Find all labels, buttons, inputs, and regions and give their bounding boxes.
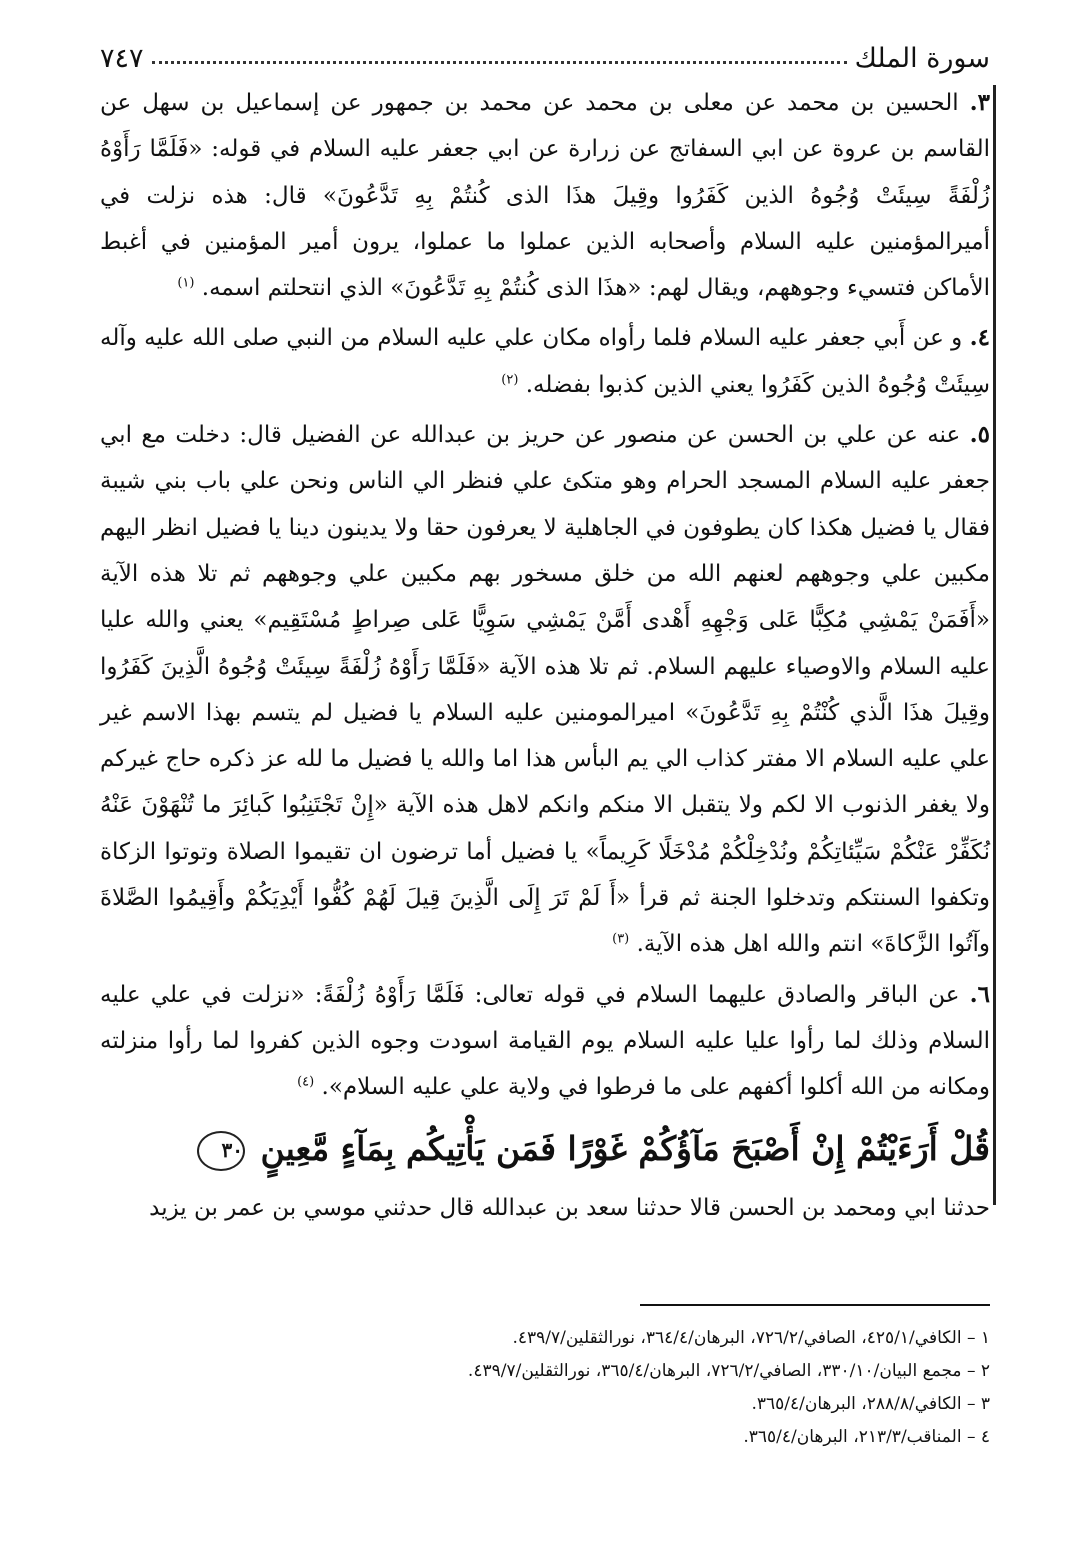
paragraph-number: ٣.	[969, 89, 991, 116]
hadith-paragraph	[100, 80, 990, 311]
paragraph-number: ٥.	[969, 421, 990, 449]
book-page	[100, 30, 990, 1530]
continuation-text: حدثنا ابي ومحمد بن الحسن قالا حدثنا سعد بن عبدالله قال حدثني موسي بن عمر بن يزيد	[149, 1194, 990, 1221]
footnote-ref: (٤)	[297, 1074, 315, 1090]
paragraph-number: ٤.	[969, 324, 991, 352]
footnote-ref: (١)	[177, 275, 195, 291]
footnote-item: ٤ – المناقب/٢١٣/٣، البرهان/٣٦٥/٤.	[743, 1427, 990, 1447]
footnote-item: ٣ – الكافي/٢٨٨/٨، البرهان/٣٦٥/٤.	[751, 1394, 990, 1414]
footnote-ref: (٣)	[612, 931, 630, 947]
page-body	[100, 80, 990, 1231]
header-leader-dots	[152, 60, 847, 64]
hadith-paragraph	[100, 412, 990, 968]
footnote-ref: (٢)	[501, 372, 519, 388]
quran-verse	[100, 1119, 990, 1179]
footnote-separator	[640, 1304, 990, 1306]
paragraph-text: عن الباقر والصادق عليهما السلام في قوله تعالى: فَلَمَّا رَأَوْهُ زُلْفَةً: «نزلت في علي عليه السلام وذلك لما رأوا عليا عليه السلام يوم القيامة اسودت وجوه الذين كفروا لما رأوا منزلته ومكانه من الله أكلوا أكفهم على ما فرطوا في ولاية علي عليه السلام».	[100, 981, 990, 1101]
page-header	[100, 30, 990, 74]
surah-title: سورة الملك	[854, 43, 990, 74]
hadith-paragraph	[100, 972, 990, 1111]
paragraph-text: و عن أَبي جعفر عليه السلام فلما رأواه مكان علي عليه السلام من النبي صلى الله عليه وآله سِيئَتْ وُجُوهُ الذين كَفَرُوا يعني الذين كذبوا بفضله.	[100, 325, 990, 398]
paragraph-text: الحسين بن محمد عن معلى بن محمد عن محمد بن جمهور عن إسماعيل بن سهل عن القاسم بن عروة عن ابي السفاتج عن زرارة عن ابي جعفر عليه السلام في قوله: «فَلَمَّا رَأَوْهُ زُلْفَةً سِيئَتْ وُجُوهُ الذين كَفَرُوا وقِيلَ هذَا الذى كُنتُمْ بِهِ تَدَّعُونَ» قال: هذه نزلت في أميرالمؤمنين عليه السلام وأصحابه الذين عملوا ما عملوا، يرون أمير المؤمنين في أغبط الأماكن فتسيء وجوههم، ويقال لهم: «هذَا الذى كُنتُمْ بِهِ تَدَّعُونَ» الذي انتحلتم اسمه.	[100, 90, 990, 302]
footnotes	[100, 1322, 990, 1454]
paragraph-number: ٦.	[969, 980, 990, 1008]
footnote-item: ٢ – مجمع البيان/٣٣٠/١٠، الصافي/٧٢٦/٢، البرهان/٣٦٥/٤، نورالثقلين/٤٣٩/٧.	[467, 1361, 990, 1381]
paragraph-text: عنه عن علي بن الحسن عن منصور عن حريز بن عبدالله عن الفضيل قال: دخلت مع ابي جعفر عليه السلام المسجد الحرام وهو متكئ علي فنظر الي الناس ونحن علي باب بني شيبة فقال يا فضيل هكذا كان يطوفون في الجاهلية لا يعرفون حقا ولا يدينون دينا يا فضيل انظر اليهم مكبين علي وجوههم لعنهم الله من خلق مسخور بهم مكبين علي وجوههم ثم تلا هذه الآية «أَفَمَنْ يَمْشِي مُكِبًّا عَلى وَجْهِهِ أَهْدى أَمَّنْ يَمْشِي سَوِيًّا عَلى صِراطٍ مُسْتَقِيم» يعني والله عليا عليه السلام والاوصياء عليهم السلام. ثم تلا هذه الآية «فَلَمَّا رَأَوْهُ زُلْفَةً سِيئَتْ وُجُوهُ الَّذِينَ كَفَرُوا وقِيلَ هذَا الَّذي كُنْتُمْ بِهِ تَدَّعُونَ» اميرالمومنين عليه السلام يا فضيل لم يتسم بهذا الاسم غير علي عليه السلام الا مفتر كذاب الي يم البأس هذا اما والله يا فضيل ما لله عز ذكره حاج غيركم ولا يغفر الذنوب الا لكم ولا يتقبل الا منكم وانكم لاهل هذه الآية «إِنْ تَجْتَنِبُوا كَبائِرَ ما تُنْهَوْنَ عَنْهُ نُكَفِّرْ عَنْكُمْ سَيِّئاتِكُمْ ونُدْخِلْكُمْ مُدْخَلًا كَرِيماً» يا فضيل أما ترضون ان تقيموا الصلاة وتوتوا الزكاة وتكفوا السنتكم وتدخلوا الجنة ثم قرأ «أَ لَمْ تَرَ إِلَى الَّذِينَ قِيلَ لَهُمْ كُفُّوا أَيْدِيَكُمْ وأَقِيمُوا الصَّلاةَ وآتُوا الزَّكاةَ» انتم والله اهل هذه الآية.	[100, 422, 990, 958]
margin-rule	[993, 85, 996, 1205]
verse-text: قُلْ أَرَءَيْتُمْ إِنْ أَصْبَحَ مَآؤُكُمْ غَوْرًا فَمَن يَأْتِيكُم بِمَآءٍ مَّعِينٍ	[260, 1128, 990, 1168]
footnote-item: ١ – الكافي/٤٢٥/١، الصافي/٧٢٦/٢، البرهان/٣٦٤/٤، نورالثقلين/٤٣٩/٧.	[512, 1328, 990, 1348]
hadith-paragraph	[100, 315, 990, 408]
ayah-number-marker: ٣٠	[197, 1131, 245, 1171]
page-number: ٧٤٧	[100, 43, 144, 74]
